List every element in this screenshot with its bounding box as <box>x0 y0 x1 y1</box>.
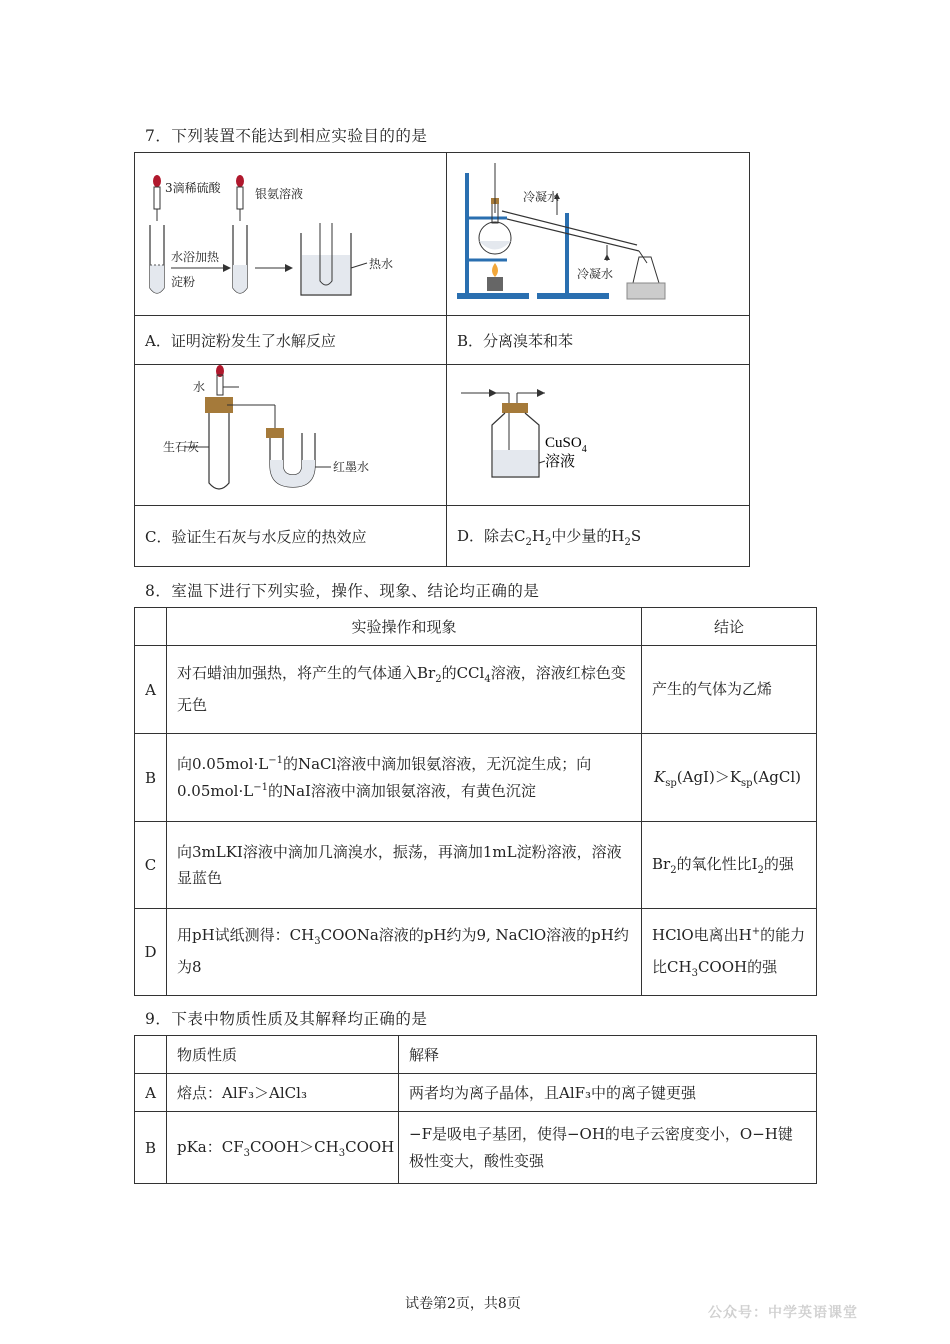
figure-b-cell <box>447 153 750 316</box>
row-operation: 用pH试纸测得：$CH_3COONa$溶液的pH约为9, NaClO溶液的pH约为8 <box>167 909 642 996</box>
row-letter: B <box>135 734 167 822</box>
table-row <box>135 734 817 822</box>
row-property: 熔点：AlF₃＞AlCl₃ <box>167 1074 399 1112</box>
table-row <box>135 646 817 734</box>
table-row <box>135 822 817 909</box>
row-conclusion: 产生的气体为乙烯 <box>642 646 817 734</box>
row-letter: A <box>135 646 167 734</box>
label-hot-water: 热水 <box>369 257 394 271</box>
page-footer: 试卷第2页，共8页 <box>405 1296 521 1312</box>
row-operation: 对石蜡油加强热，将产生的气体通入$Br_2$的CCl$_4$溶液，溶液红棕色变无色 <box>167 646 642 734</box>
label-cooling-water-out: 冷凝水 <box>523 190 560 204</box>
row-letter: B <box>135 1112 167 1184</box>
option-a-caption: A．证明淀粉发生了水解反应 <box>135 316 447 365</box>
table-row <box>135 1112 817 1184</box>
q8-table <box>134 607 817 996</box>
label-solution: 溶液 <box>545 452 576 470</box>
label-quicklime: 生石灰 <box>163 440 200 454</box>
figure-c-cell <box>135 365 447 506</box>
q9-table <box>134 1035 817 1184</box>
option-b-caption: B．分离溴苯和苯 <box>447 316 750 365</box>
label-water-bath: 水浴加热 <box>171 250 220 264</box>
row-letter: A <box>135 1074 167 1112</box>
q9-header-explanation: 解释 <box>399 1036 817 1074</box>
row-operation: 向3mLKI溶液中滴加几滴溴水，振荡，再滴加1mL淀粉溶液，溶液显蓝色 <box>167 822 642 909</box>
label-water: 水 <box>193 380 206 394</box>
label-silver-ammonia: 银氨溶液 <box>255 187 304 201</box>
row-operation: 向$0.05mol\cdot L^{-1}$的NaCl溶液中滴加银氨溶液，无沉淀生成；向$0.05mol\cdot L^{-1}$的NaI溶液中滴加银氨溶液，有黄色沉淀 <box>167 734 642 822</box>
label-cooling-water-in: 冷凝水 <box>577 267 614 281</box>
question-7-title: 7．下列装置不能达到相应实验目的的是 <box>145 127 428 145</box>
q7-options-table <box>134 152 750 567</box>
row-explanation: 两者均为离子晶体，且AlF₃中的离子键更强 <box>399 1074 817 1112</box>
row-letter: C <box>135 822 167 909</box>
q8-header-conclusion: 结论 <box>642 608 817 646</box>
figure-a-cell <box>135 153 447 316</box>
row-conclusion: $K_{sp}(AgI)>K_{sp}(AgCl)$ <box>642 734 817 822</box>
row-property: pKa：$CF_3COOH>CH_3COOH$ <box>167 1112 399 1184</box>
figure-a-starch-hydrolysis <box>135 153 445 315</box>
table-row <box>135 1074 817 1112</box>
option-c-caption: C．验证生石灰与水反应的热效应 <box>135 506 447 567</box>
label-starch: 淀粉 <box>171 275 196 289</box>
question-9-title: 9．下表中物质性质及其解释均正确的是 <box>145 1010 428 1028</box>
figure-b-distillation <box>447 153 749 315</box>
question-8-title: 8．室温下进行下列实验，操作、现象、结论均正确的是 <box>145 582 540 600</box>
row-explanation: −F是吸电子基团，使得−OH的电子云密度变小，O−H键极性变大，酸性变强 <box>399 1112 817 1184</box>
label-acid: 3滴稀硫酸 <box>165 181 221 195</box>
table-row <box>135 909 817 996</box>
figure-d-cell <box>447 365 750 506</box>
figure-c-lime-water <box>135 365 445 505</box>
q8-header-operation: 实验操作和现象 <box>167 608 642 646</box>
q9-header-property: 物质性质 <box>167 1036 399 1074</box>
figure-d-gas-washing <box>447 365 749 505</box>
row-letter: D <box>135 909 167 996</box>
label-cuso4: CuSO$_4$ <box>545 435 587 455</box>
label-red-ink: 红墨水 <box>333 460 370 474</box>
row-conclusion: HClO电离出H+的能力比$CH_3COOH$的强 <box>642 909 817 996</box>
option-d-caption: D．除去$C_2H_2$中少量的$H_2S$ <box>447 506 750 567</box>
row-conclusion: $Br_2$的氧化性比$I_2$的强 <box>642 822 817 909</box>
watermark: 公众号：中学英语课堂 <box>708 1305 858 1321</box>
